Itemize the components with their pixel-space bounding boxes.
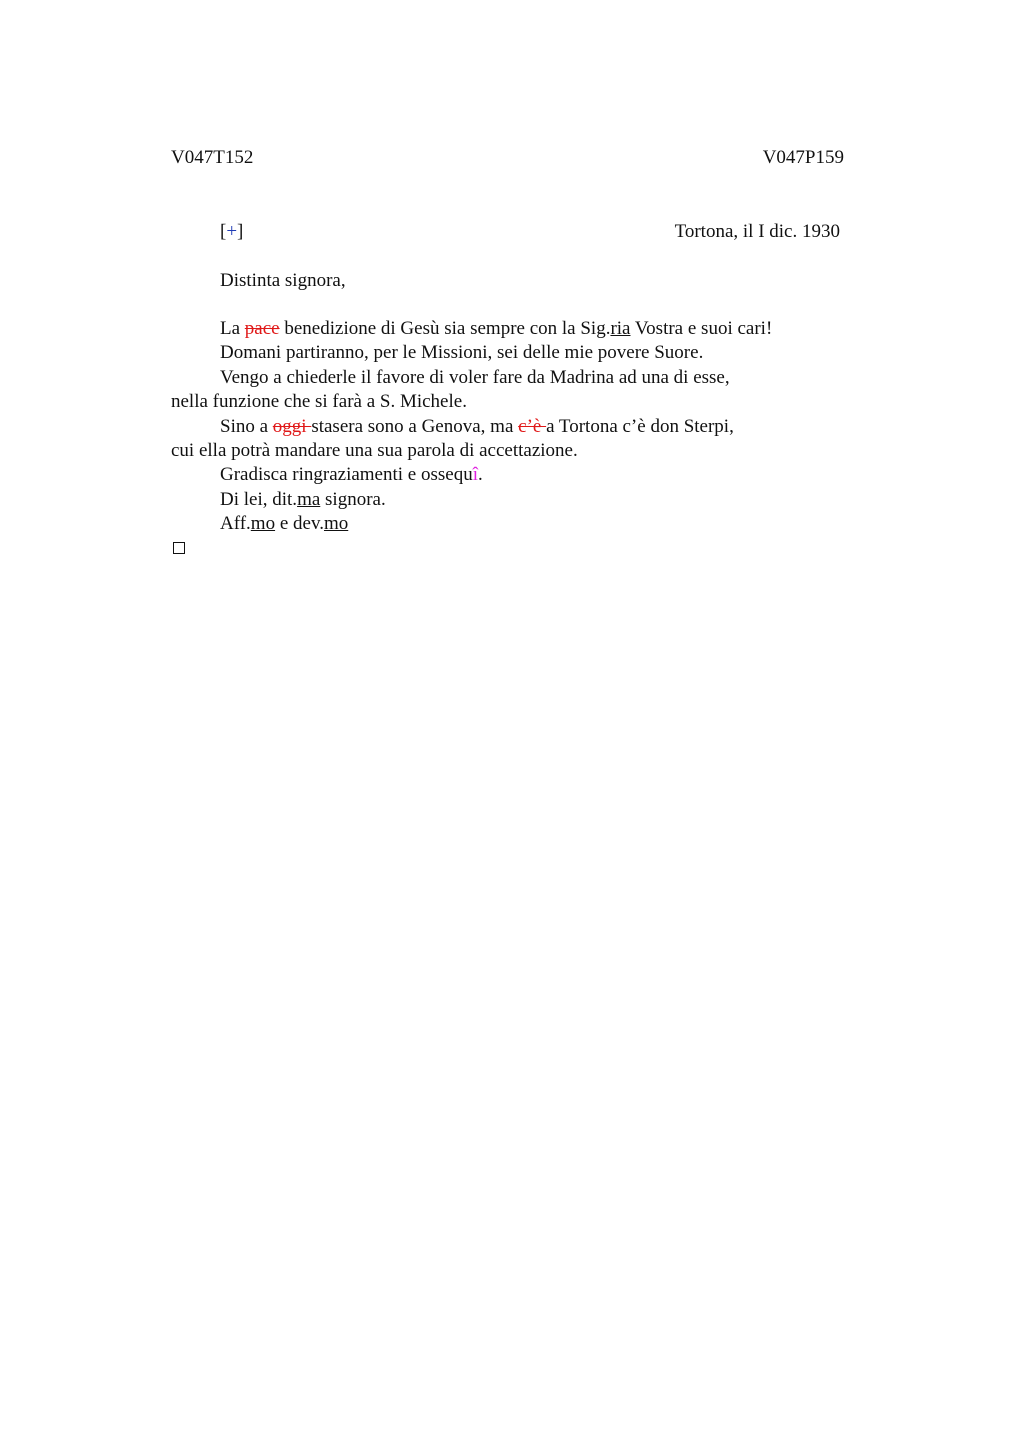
underlined-abbrev: mo	[323, 513, 349, 535]
underlined-abbrev: ria	[610, 318, 631, 339]
underlined-abbrev: mo	[250, 513, 276, 535]
header-left-code: V047T152	[171, 147, 254, 168]
text-segment: .	[478, 464, 483, 486]
text-segment: Gradisca ringraziamenti e ossequ	[220, 464, 473, 486]
plus-marker	[220, 220, 243, 244]
text-segment: Sino a	[220, 415, 273, 437]
body-line-6: cui ella potrà mandare una sua parola di accettazione.	[171, 440, 578, 462]
plus-sign: +	[226, 221, 238, 242]
accent-mark: î	[472, 464, 478, 486]
text-segment: e dev.	[275, 513, 324, 535]
underlined-abbrev: ma	[297, 488, 321, 510]
text-segment: La	[220, 318, 245, 339]
body-line-8	[171, 488, 851, 512]
square-box-icon	[173, 542, 185, 554]
body-line-2: Domani partiranno, per le Missioni, sei delle mie povere Suore.	[220, 342, 704, 364]
deleted-word: c’è	[518, 415, 547, 437]
body-line-9	[171, 512, 851, 536]
plus-open-bracket: [	[220, 221, 227, 242]
body-line-4: nella funzione che si farà a S. Michele.	[171, 391, 467, 413]
text-segment: Di lei, dit.	[220, 488, 298, 510]
deleted-word: oggi	[272, 415, 312, 437]
text-segment: stasera sono a Genova, ma	[311, 415, 519, 437]
text-segment: signora.	[320, 488, 386, 510]
text-segment: Vostra e suoi cari!	[630, 318, 773, 339]
body-line-7	[171, 463, 851, 487]
body-line-3: Vengo a chiederle il favore di voler fare da Madrina ad una di esse,	[220, 366, 730, 388]
deleted-word: pace	[244, 318, 280, 339]
text-segment: Aff.	[220, 513, 251, 535]
body-line-5	[171, 415, 851, 439]
plus-close-bracket: ]	[237, 221, 244, 242]
salutation: Distinta signora,	[220, 270, 346, 291]
text-segment: benedizione di Gesù sia sempre con la Sig.	[279, 318, 611, 339]
text-segment: a Tortona c’è don Sterpi,	[546, 415, 734, 437]
body-line-1	[171, 317, 851, 341]
dateline: Tortona, il I dic. 1930	[674, 221, 840, 242]
letter-body	[171, 317, 851, 537]
header-right-code: V047P159	[762, 147, 844, 168]
